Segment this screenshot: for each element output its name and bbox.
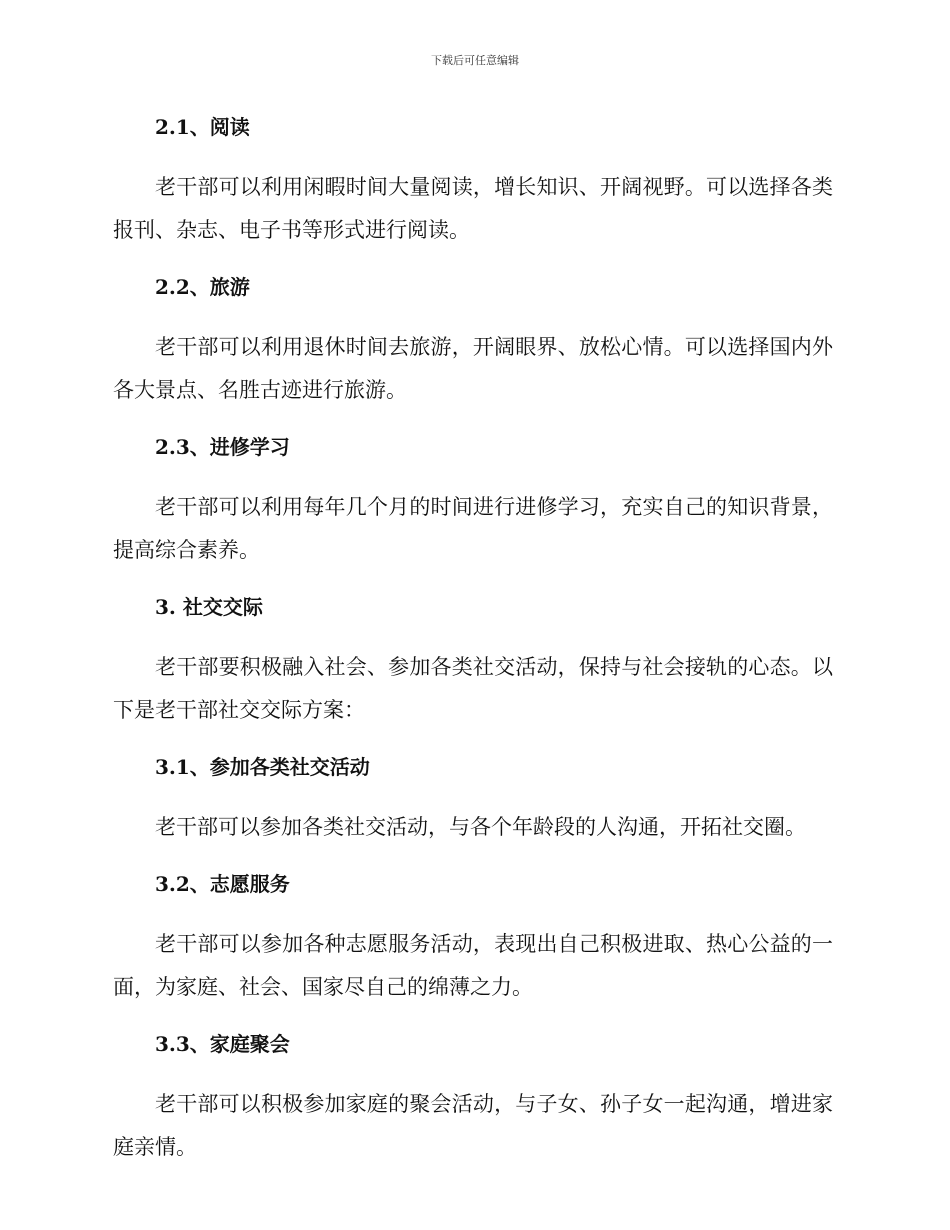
- section-paragraph: 老干部可以参加各类社交活动，与各个年龄段的人沟通，开拓社交圈。: [155, 815, 806, 839]
- section-paragraph: 老干部可以积极参加家庭的聚会活动，与子女、孙子女一起沟通，增进家庭亲情。: [113, 1092, 833, 1159]
- section-heading: 3. 社交交际: [155, 595, 263, 619]
- section-paragraph: 老干部可以利用每年几个月的时间进行进修学习，充实自己的知识背景，提高综合素养。: [113, 495, 833, 562]
- section-3-1: [113, 752, 833, 869]
- section-paragraph: 老干部要积极融入社会、参加各类社交活动，保持与社会接轨的心态。以下是老干部社交交际方案：: [113, 655, 833, 722]
- section-paragraph: 老干部可以利用退休时间去旅游，开阔眼界、放松心情。可以选择国内外各大景点、名胜古迹进行旅游。: [113, 335, 833, 402]
- section-2-1: [113, 112, 833, 272]
- section-3: [113, 592, 833, 752]
- document-body: [113, 112, 833, 1169]
- section-heading: 3.2、志愿服务: [155, 872, 290, 896]
- section-heading: 2.2、旅游: [155, 275, 250, 299]
- section-heading: 2.1、阅读: [155, 115, 250, 139]
- section-3-2: [113, 869, 833, 1029]
- section-2-3: [113, 432, 833, 592]
- section-heading: 3.3、家庭聚会: [155, 1032, 290, 1056]
- section-heading: 2.3、进修学习: [155, 435, 290, 459]
- section-3-3: [113, 1029, 833, 1169]
- section-paragraph: 老干部可以利用闲暇时间大量阅读，增长知识、开阔视野。可以选择各类报刊、杂志、电子书等形式进行阅读。: [113, 175, 833, 242]
- section-2-2: [113, 272, 833, 432]
- section-heading: 3.1、参加各类社交活动: [155, 755, 370, 779]
- page-header: 下载后可任意编辑: [431, 54, 519, 67]
- section-paragraph: 老干部可以参加各种志愿服务活动，表现出自己积极进取、热心公益的一面，为家庭、社会、国家尽自己的绵薄之力。: [113, 932, 833, 999]
